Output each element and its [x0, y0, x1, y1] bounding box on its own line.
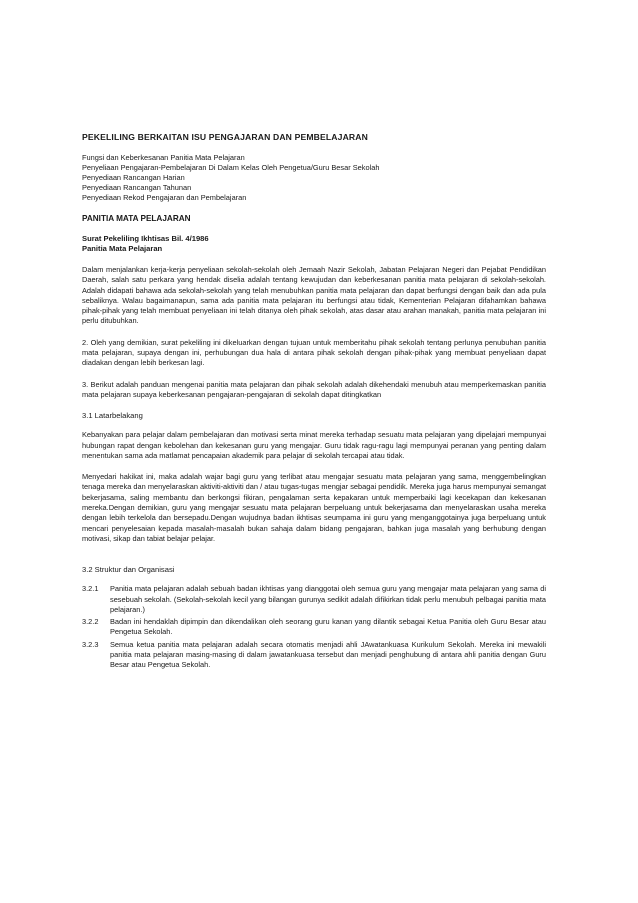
paragraph-2: 2. Oleh yang demikian, surat pekeliling ini dikeluarkan dengan tujuan untuk memberitahu pihak sekolah tentang perlunya penubuhan panitia mata pelajaran, supaya dengan ini, perhubungan dua hala di antara pihak sekolah dengan pihak-pihak yang membuat penyeliaan dapat diadakan dengan lebih berkesan lagi. — [82, 337, 546, 368]
circular-subject: Panitia Mata Pelajaran — [82, 244, 163, 253]
topic-item: Fungsi dan Keberkesanan Panitia Mata Pelajaran — [82, 153, 245, 162]
circular-ref: Surat Pekeliling Ikhtisas Bil. 4/1986 — [82, 234, 209, 243]
structure-list — [82, 584, 546, 670]
item-text: Badan ini hendaklah dipimpin dan dikendalikan oleh seorang guru kanan yang dilantik sebagai Ketua Panitia oleh Guru Besar atau Pengetua Sekolah. — [110, 617, 546, 637]
structure-item — [82, 640, 546, 671]
structure-item — [82, 584, 546, 615]
section-heading: PANITIA MATA PELAJARAN — [82, 214, 191, 223]
paragraph-3: 3. Berikut adalah panduan mengenai panitia mata pelajaran dan pihak sekolah adalah dikehendaki menubuh atau memperkemaskan panitia mata pelajaran supaya keberkesanan pengajaran-pengajaran di sekolah dapat ditingkatkan — [82, 379, 546, 399]
topic-item: Penyediaan Rancangan Tahunan — [82, 183, 192, 192]
item-number: 3.2.2 — [82, 617, 99, 627]
background-paragraph-2: Menyedari hakikat ini, maka adalah wajar bagi guru yang terlibat atau mengajar sesuatu mata pelajaran yang sama, menggembelingkan tenaga mereka dan menyelaraskan aktiviti-aktiviti dan / atau tugas-tugas mengjar sebagai pendidik. Mereka juga harus mempunyai semangat bekerjasama, saling membantu dan berkongsi fikiran, pengalaman serta kepakaran untuk memperbaiki lagi kecekapan dan kekesanan mereka.Dengan demikian, guru yang mengajar sesuatu mata pelajaran berpeluang untuk bekerjasama dan menyelaraskan usaha mereka dengan lebih terkelola dan bersepadu.Dengan wujudnya badan ikhtisas seumpama ini guru yang menganggotainya juga berpeluang untuk mencari penyelesaian kepada masalah-masalah bukan sahaja dalam bidang pengajaran, bahkan juga masalah yang berhubung dengan motivasi, sikap dan tabiat belajar pelajar. — [82, 472, 546, 543]
background-paragraph-1: Kebanyakan para pelajar dalam pembelajaran dan motivasi serta minat mereka terhadap sesuatu mata pelajaran yang dipelajari mempunyai hubungan rapat dengan kebolehan dan kekesanan guru yang mengajar. Guru tidak ragu-ragu lagi mempunyai peranan yang penting dalam menentukan sama ada matlamat pencapaian akademik para pelajar di sekolah tercapai atau tidak. — [82, 430, 546, 460]
structure-heading: 3.2 Struktur dan Organisasi — [82, 565, 175, 575]
topic-list — [82, 153, 546, 203]
background-heading: 3.1 Latarbelakang — [82, 411, 143, 421]
paragraph-intro: Dalam menjalankan kerja-kerja penyeliaan sekolah-sekolah oleh Jemaah Nazir Sekolah, Jabatan Pelajaran Negeri dan Pejabat Pendidikan Daerah, salah satu perkara yang hendak diselia adalah tentang kewujudan dan keberkesanan panitia mata pelajaran di sekolah-sekolah. Adalah didapati bahawa ada sekolah-sekolah yang telah menubuhkan panitia mata pelajaran dan dapat berfungsi dengan baik dan ada pula sebaliknya. Walau bagaimanapun, sama ada panitia mata pelajaran itu berfungsi atau tidak, Kementerian Pelajaran difahamkan bahawa pihak-pihak yang telah membuat penyeliaan ini telah ditanya oleh pihak sekolah, atas dasar atau arahan manakah, panitia mata pelajaran ini perlu ditubuhkan. — [82, 265, 546, 326]
item-number: 3.2.1 — [82, 584, 99, 594]
topic-item: Penyeliaan Pengajaran-Pembelajaran Di Dalam Kelas Oleh Pengetua/Guru Besar Sekolah — [82, 163, 380, 172]
item-number: 3.2.3 — [82, 639, 99, 649]
item-text: Semua ketua panitia mata pelajaran adalah secara otomatis menjadi ahli JAwatankuasa Kurikulum Sekolah. Mereka ini mewakili panitia mata pelajaran masing-masing di dalam jawatankuasa tersebut dan menjadi penghubung di antara ahli panitia dengan Guru Besar atau Pengetua Sekolah. — [110, 639, 546, 670]
item-text: Panitia mata pelajaran adalah sebuah badan ikhtisas yang dianggotai oleh semua guru yang mengajar mata pelajaran yang sama di sesebuah sekolah. (Sekolah-sekolah kecil yang bilangan gurunya sedikit adalah difikirkan tidak perlu menubuh pelbagai panitia mata pelajaran.) — [110, 584, 546, 614]
structure-item — [82, 617, 546, 638]
topic-item: Penyediaan Rancangan Harian — [82, 173, 185, 182]
circular-reference — [82, 234, 546, 254]
topic-item: Penyediaan Rekod Pengajaran dan Pembelajaran — [82, 193, 247, 202]
document-title: PEKELILING BERKAITAN ISU PENGAJARAN DAN PEMBELAJARAN — [82, 132, 369, 142]
